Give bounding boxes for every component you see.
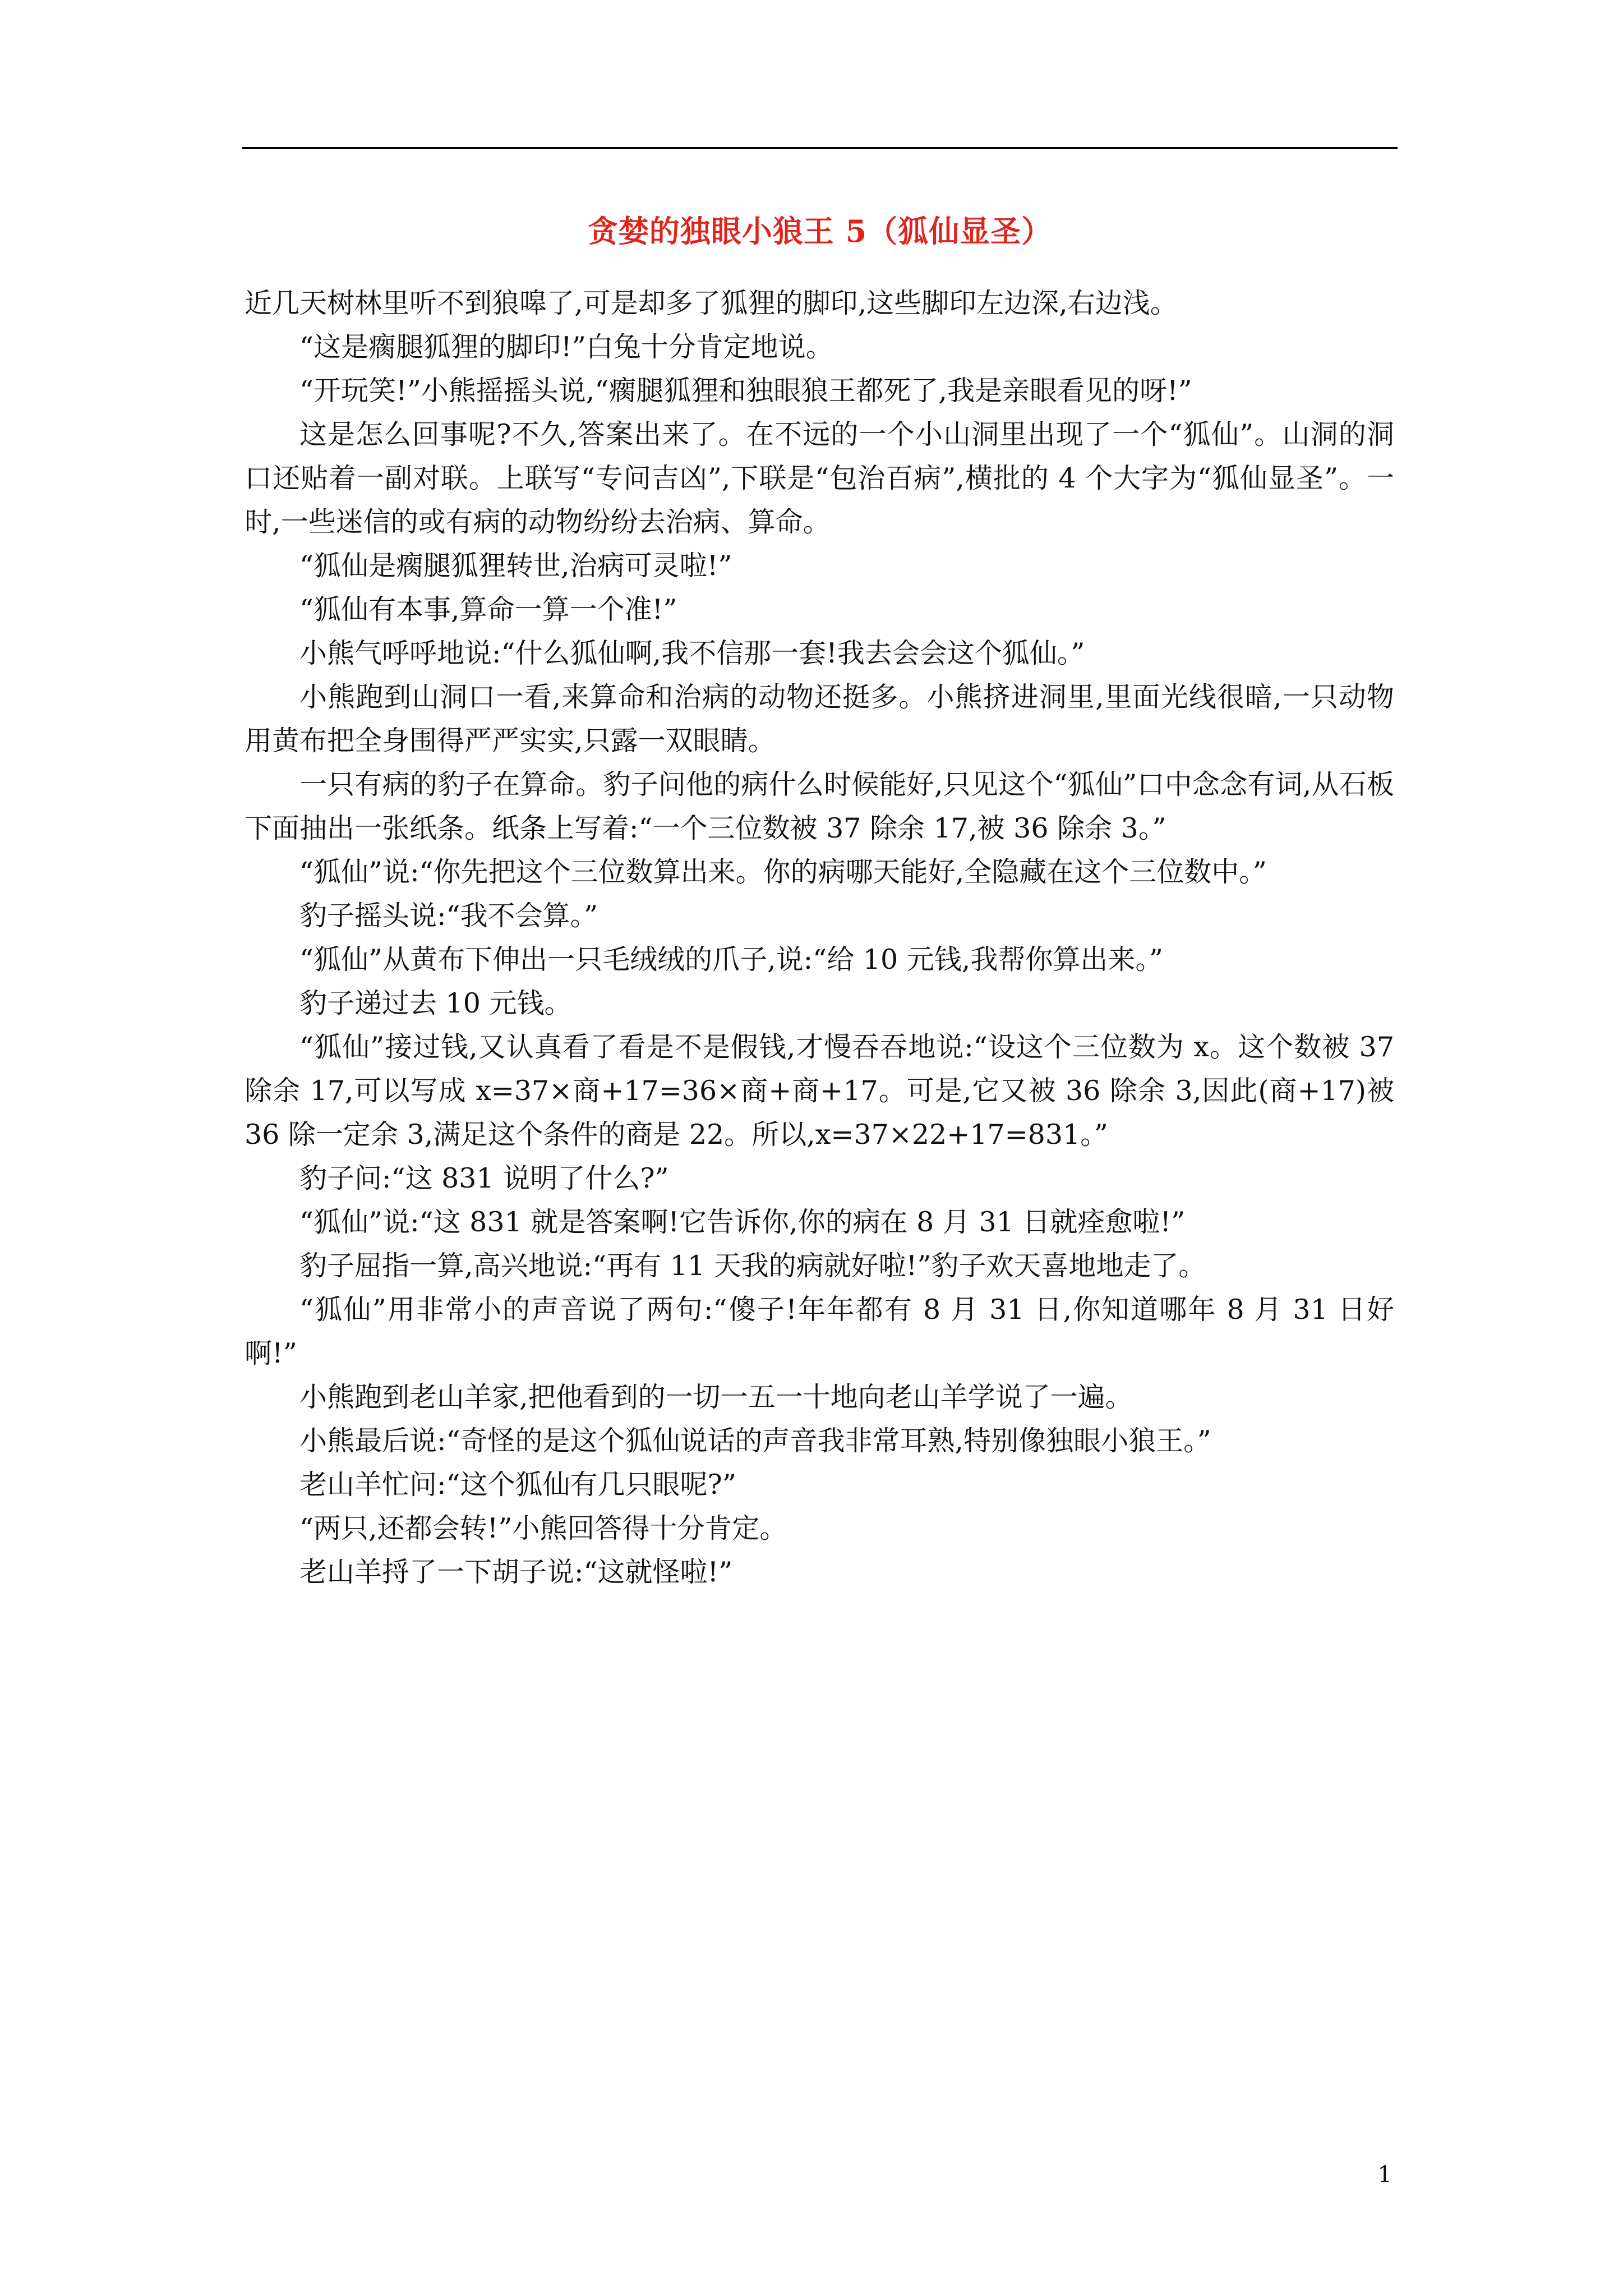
- header-rule: [242, 147, 1398, 149]
- paragraph: 小熊跑到山洞口一看,来算命和治病的动物还挺多。小熊挤进洞里,里面光线很暗,一只动物用黄布把全身围得严严实实,只露一双眼睛。: [245, 681, 1394, 757]
- paragraph: “狐仙”说:“你先把这个三位数算出来。你的病哪天能好,全隐藏在这个三位数中。”: [299, 856, 1267, 888]
- paragraph: 豹子屈指一算,高兴地说:“再有 11 天我的病就好啦!”豹子欢天喜地地走了。: [299, 1250, 1206, 1282]
- page-number: 1: [1377, 2162, 1392, 2188]
- paragraph: 豹子摇头说:“我不会算。”: [299, 900, 598, 932]
- paragraph: “狐仙是瘸腿狐狸转世,治病可灵啦!”: [299, 550, 732, 582]
- paragraph: “狐仙有本事,算命一算一个准!”: [299, 593, 677, 625]
- paragraph: “狐仙”用非常小的声音说了两句:“傻子!年年都有 8 月 31 日,你知道哪年 8 月 31 日好啊!”: [245, 1294, 1394, 1369]
- document-body: [245, 282, 1394, 1594]
- paragraph: 小熊最后说:“奇怪的是这个狐仙说话的声音我非常耳熟,特别像独眼小狼王。”: [299, 1425, 1211, 1457]
- paragraph: “这是瘸腿狐狸的脚印!”白兔十分肯定地说。: [299, 331, 833, 363]
- paragraph: 豹子递过去 10 元钱。: [299, 987, 572, 1019]
- paragraph: “狐仙”从黄布下伸出一只毛绒绒的爪子,说:“给 10 元钱,我帮你算出来。”: [299, 944, 1163, 976]
- paragraph: 近几天树林里听不到狼嗥了,可是却多了狐狸的脚印,这些脚印左边深,右边浅。: [245, 287, 1178, 319]
- document-title: 贪婪的独眼小狼王 5（狐仙显圣）: [587, 213, 1053, 249]
- paragraph: “狐仙”说:“这 831 就是答案啊!它告诉你,你的病在 8 月 31 日就痊愈啦!”: [299, 1206, 1186, 1238]
- paragraph: “开玩笑!”小熊摇摇头说,“瘸腿狐狸和独眼狼王都死了,我是亲眼看见的呀!”: [299, 375, 1192, 407]
- paragraph: “两只,还都会转!”小熊回答得十分肯定。: [299, 1512, 787, 1544]
- paragraph: 老山羊忙问:“这个狐仙有几只眼呢?”: [299, 1469, 736, 1501]
- paragraph: “狐仙”接过钱,又认真看了看是不是假钱,才慢吞吞地说:“设这个三位数为 x。这个数被 37 除余 17,可以写成 x=37×商+17=36×商+商+17。可是,它又被 36 除余 3,因此(商+17)被 36 除一定余 3,满足这个条件的商是 22。所以,x=37×22+17=831。”: [245, 1031, 1394, 1151]
- paragraph: 小熊气呼呼地说:“什么狐仙啊,我不信那一套!我去会会这个狐仙。”: [299, 637, 1085, 669]
- paragraph: 这是怎么回事呢?不久,答案出来了。在不远的一个小山洞里出现了一个“狐仙”。山洞的洞口还贴着一副对联。上联写“专问吉凶”,下联是“包治百病”,横批的 4 个大字为“狐仙显圣”。一时,一些迷信的或有病的动物纷纷去治病、算命。: [245, 418, 1394, 538]
- paragraph: 老山羊捋了一下胡子说:“这就怪啦!”: [299, 1556, 733, 1588]
- paragraph: 一只有病的豹子在算命。豹子问他的病什么时候能好,只见这个“狐仙”口中念念有词,从石板下面抽出一张纸条。纸条上写着:“一个三位数被 37 除余 17,被 36 除余 3。”: [245, 769, 1394, 844]
- paragraph: 小熊跑到老山羊家,把他看到的一切一五一十地向老山羊学说了一遍。: [299, 1381, 1133, 1413]
- paragraph: 豹子问:“这 831 说明了什么?”: [299, 1162, 669, 1194]
